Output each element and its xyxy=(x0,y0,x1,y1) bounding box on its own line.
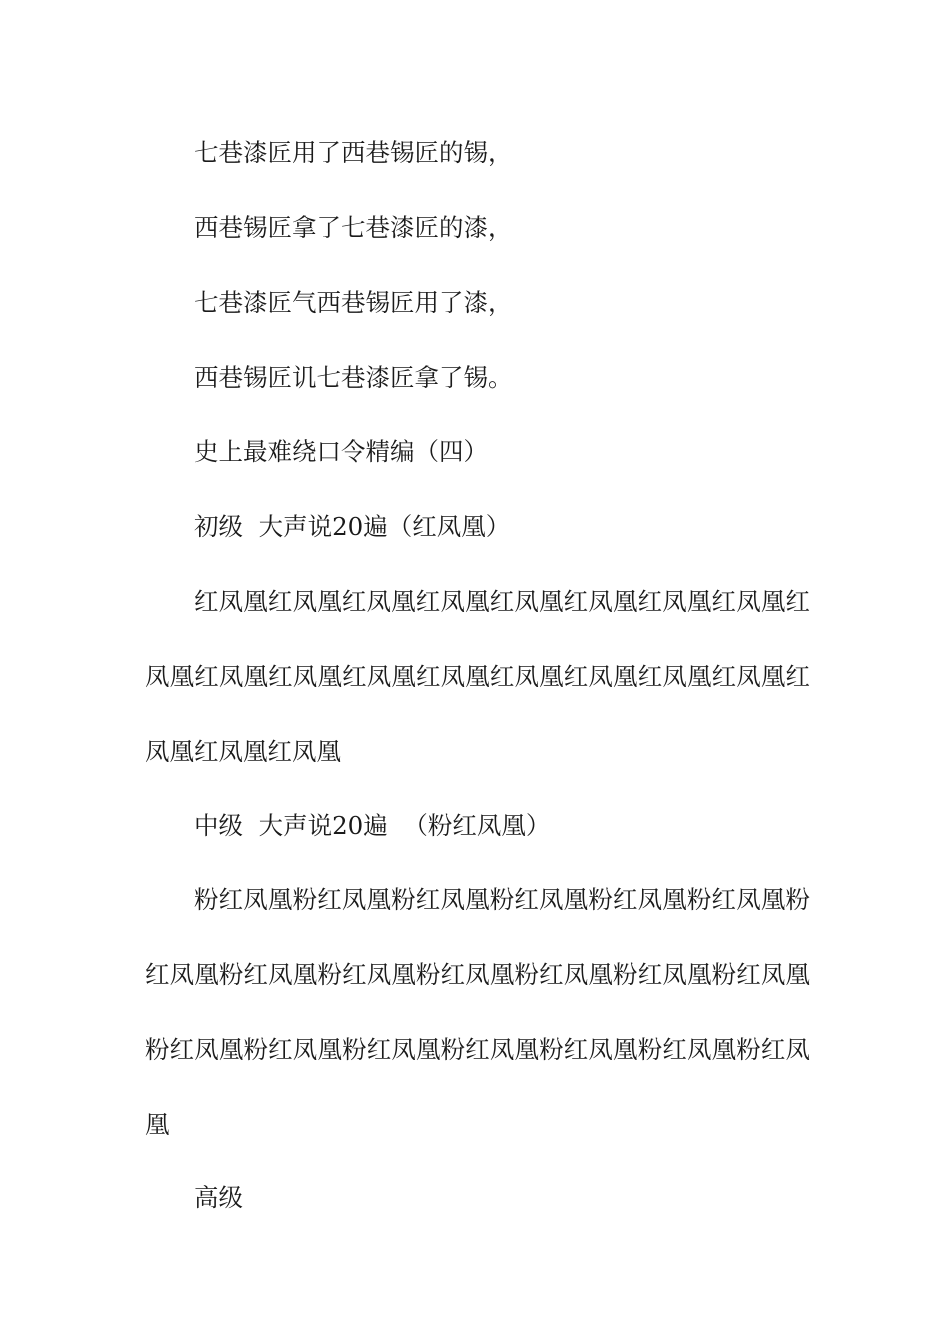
paragraph-3: 七巷漆匠气西巷锡匠用了漆， xyxy=(194,288,513,317)
level-beginner-heading: 初级 大声说20遍（红凤凰） xyxy=(194,512,511,541)
paragraph-1: 七巷漆匠用了西巷锡匠的锡， xyxy=(194,138,513,167)
paragraph-4: 西巷锡匠讥七巷漆匠拿了锡。 xyxy=(194,363,513,392)
tongue-twister-pink-red-phoenix: 粉红凤凰粉红凤凰粉红凤凰粉红凤凰粉红凤凰粉红凤凰粉红凤凰粉红凤凰粉红凤凰粉红凤凰粉红凤凰粉红凤凰粉红凤凰粉红凤凰粉红凤凰粉红凤凰粉红凤凰粉红凤凰粉红凤凰粉红凤凰 xyxy=(145,885,810,1139)
level-advanced-heading: 高级 xyxy=(194,1183,243,1212)
section-heading: 史上最难绕口令精编（四） xyxy=(194,437,488,466)
level-intermediate-heading: 中级 大声说20遍 （粉红凤凰） xyxy=(194,811,551,840)
tongue-twister-red-phoenix: 红凤凰红凤凰红凤凰红凤凰红凤凰红凤凰红凤凰红凤凰红凤凰红凤凰红凤凰红凤凰红凤凰红凤凰红凤凰红凤凰红凤凰红凤凰红凤凰红凤凰 xyxy=(145,587,810,766)
paragraph-2: 西巷锡匠拿了七巷漆匠的漆， xyxy=(194,213,513,242)
